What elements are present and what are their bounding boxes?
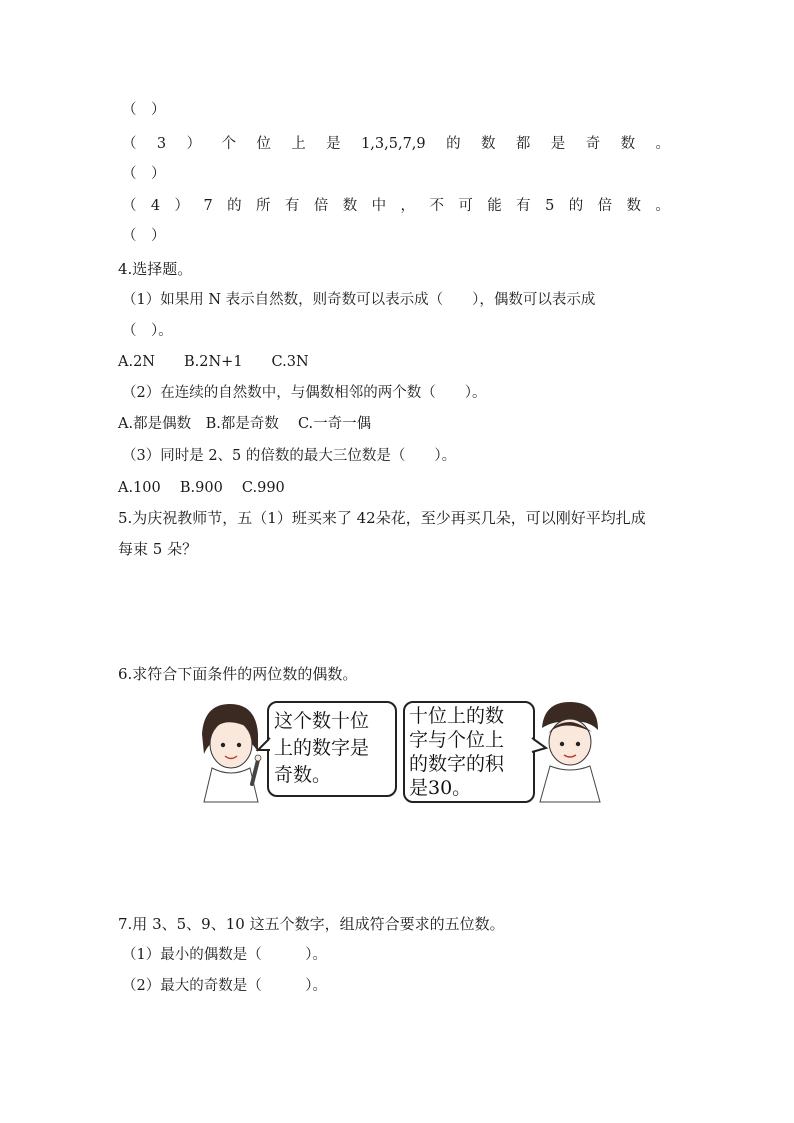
token: 倍 (597, 198, 613, 214)
token: 的 (227, 198, 242, 214)
token: （ (122, 198, 137, 214)
question-5-line-1: 5.为庆祝教师节，五（1）班买来了 42朵花，至少再买几朵，可以刚好平均扎成 (118, 509, 646, 527)
token: 。 (655, 136, 670, 152)
bubble-line: 字与个位上 (409, 729, 505, 751)
answer-paren: （ ） (122, 102, 166, 118)
token: 7 (203, 198, 213, 214)
answer-paren: （ ） (122, 228, 166, 244)
token: 是 (326, 136, 341, 152)
token: 有 (284, 198, 300, 214)
token: 位 (256, 136, 271, 152)
token: 数 (342, 198, 358, 214)
token: 4 (150, 198, 161, 214)
token: 3 (156, 136, 167, 152)
token: 1,3,5,7,9 (361, 136, 426, 152)
token: ） (186, 136, 202, 152)
boy-figure (540, 702, 600, 802)
token: ） (174, 198, 190, 214)
token: 个 (221, 136, 236, 152)
bubble-line: 上的数字是 (274, 737, 370, 759)
token: 所 (256, 198, 271, 214)
question-4-part-2: （2）在连续的自然数中，与偶数相邻的两个数（ ）。 (122, 385, 487, 401)
token: 。 (655, 198, 670, 214)
token: 能 (487, 198, 502, 214)
question-4-part-1: （1）如果用 N 表示自然数，则奇数可以表示成（ ），偶数可以表示成 (122, 292, 596, 308)
token: 的 (446, 136, 461, 152)
token: 可 (458, 198, 473, 214)
token: 数 (626, 198, 642, 214)
question-4-part-2-options: A.都是偶数 B.都是奇数 C.一奇一偶 (118, 416, 372, 432)
question-7-title: 7.用 3、5、9、10 这五个数字，组成符合要求的五位数。 (118, 915, 505, 933)
token: 不 (429, 198, 444, 214)
question-4-title: 4.选择题。 (118, 260, 193, 278)
question-4-part-3: （3）同时是 2、5 的倍数的最大三位数是（ ）。 (122, 448, 457, 464)
statement-4 (122, 196, 670, 216)
question-4-part-1-cont: （ ）。 (122, 323, 173, 339)
left-bubble-text (274, 708, 394, 789)
question-7-part-1: （1）最小的偶数是（ ）。 (122, 947, 327, 963)
token: 都 (515, 136, 531, 152)
question-6-title: 6.求符合下面条件的两位数的偶数。 (118, 665, 358, 683)
bubble-line: 十位上的数 (409, 705, 505, 727)
answer-paren: （ ） (122, 166, 166, 182)
token: ， (400, 198, 416, 214)
bubble-line: 是30。 (409, 777, 472, 799)
token: 5 (545, 198, 555, 214)
question-4-part-1-options: A.2N B.2N+1 C.3N (118, 354, 309, 370)
token: 数 (620, 136, 636, 152)
question-4-part-3-options: A.100 B.900 C.990 (118, 480, 285, 496)
token: （ (122, 136, 137, 152)
girl-figure (202, 704, 261, 802)
token: 倍 (313, 198, 329, 214)
token: 奇 (585, 136, 601, 152)
token: 是 (550, 136, 566, 152)
token: 上 (291, 136, 306, 152)
token: 的 (568, 198, 584, 214)
token: 有 (516, 198, 531, 214)
illustration-svg (192, 698, 604, 806)
token: 数 (480, 136, 496, 152)
illustration-children-speech (192, 698, 604, 806)
question-5-line-2: 每束 5 朵？ (118, 540, 198, 558)
bubble-line: 奇数。 (274, 764, 332, 786)
statement-3 (122, 134, 670, 154)
bubble-line: 的数字的积 (409, 753, 505, 775)
right-bubble-text (409, 704, 533, 800)
question-7-part-2: （2）最大的奇数是（ ）。 (122, 978, 327, 994)
token: 中 (371, 198, 387, 214)
bubble-line: 这个数十位 (274, 710, 370, 732)
